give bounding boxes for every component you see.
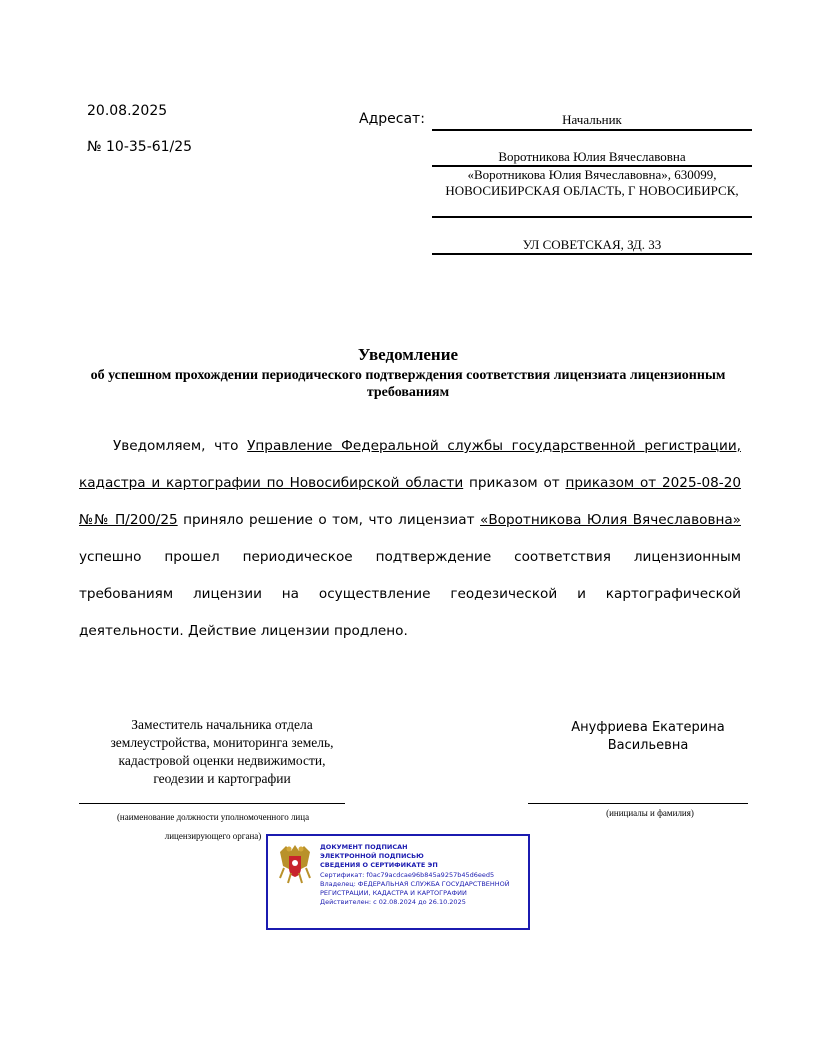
stamp-certificate: Сертификат: f0ac79acdcae96b845a9257b45d6eed5 [320, 870, 495, 879]
stamp-line-signed: ДОКУМЕНТ ПОДПИСАН [320, 843, 408, 851]
decision-text: приняло решение о том, что лицензиат [177, 512, 480, 528]
notice-body [79, 428, 741, 650]
conclusion-text: успешно прошел периодическое подтверждение соответствия лицензионным требованиям лицензии на осуществление геодезической и картографической деятельности. Действие лицензии продлено. [79, 549, 741, 639]
order-reference: приказом от 2025-08-20 [565, 475, 741, 491]
order-prefix: приказом от [463, 475, 566, 491]
stamp-owner: Владелец: ФЕДЕРАЛЬНАЯ СЛУЖБА ГОСУДАРСТВЕННОЙ [320, 879, 510, 888]
stamp-text [320, 843, 530, 907]
notice-title: Уведомление [357, 345, 459, 364]
document-date: 20.08.2025 [87, 103, 168, 119]
name-caption: (инициалы и фамилия) [606, 808, 694, 818]
addressee-label: Адресат: [359, 111, 425, 127]
name-signature-line [528, 803, 748, 804]
authority-name: Управление Федеральной службы государственной регистрации, кадастра и картографии по Новосибирской области [79, 438, 741, 491]
stamp-line-certificate-info: СВЕДЕНИЯ О СЕРТИФИКАТЕ ЭП [320, 861, 438, 870]
document-number: № 10-35-61/25 [87, 139, 193, 155]
position-caption: (наименование должности уполномоченного лица лицензирующего органа) [116, 812, 310, 841]
electronic-signature-stamp [266, 834, 530, 930]
stamp-owner-cont: РЕГИСТРАЦИИ, КАДАСТРА И КАРТОГРАФИИ [320, 889, 467, 898]
addressee-name: Воротникова Юлия Вячеславовна [432, 149, 752, 167]
position-signature-line [79, 803, 345, 804]
body-intro: Уведомляем, что [113, 438, 248, 454]
licensee-name: «Воротникова Юлия Вячеславовна» [480, 512, 741, 528]
signer-position: Заместитель начальника отдела землеустройства, мониторинга земель, кадастровой оценки недвижимости, геодезии и картографии [110, 717, 334, 786]
stamp-line-electronic: ЭЛЕКТРОННОЙ ПОДПИСЬЮ [320, 852, 424, 861]
addressee-position: Начальник [432, 112, 752, 131]
signer-name: Ануфриева Екатерина Васильевна [571, 720, 725, 753]
addressee-street: УЛ СОВЕТСКАЯ, ЗД. 33 [432, 237, 752, 255]
order-number: №№ П/200/25 [79, 512, 178, 528]
coat-of-arms-icon [276, 842, 314, 886]
notice-subtitle: об успешном прохождении периодического подтверждения соответствия лицензиата лицензионным требованиям [90, 368, 726, 400]
stamp-validity: Действителен: с 02.08.2024 до 26.10.2025 [320, 898, 466, 907]
addressee-org-address: «Воротникова Юлия Вячеславовна», 630099, НОВОСИБИРСКАЯ ОБЛАСТЬ, Г НОВОСИБИРСК, [432, 167, 752, 218]
